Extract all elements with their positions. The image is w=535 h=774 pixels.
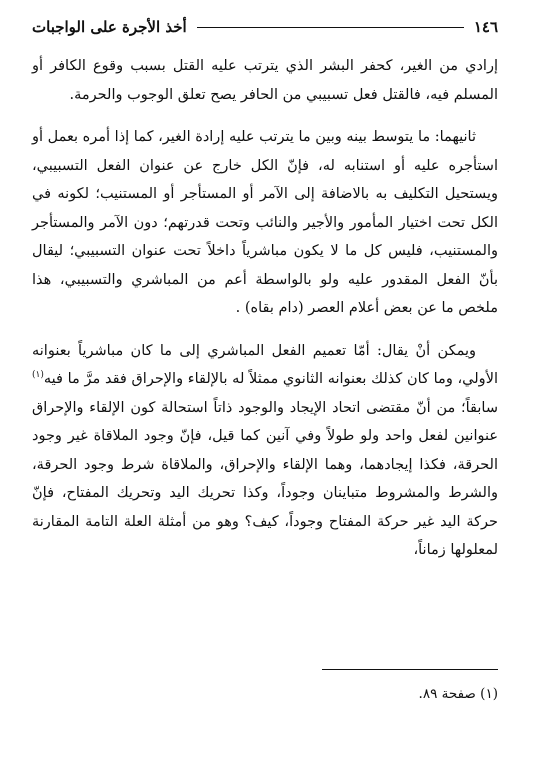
footnote-rule <box>322 669 498 670</box>
page-header <box>32 14 498 40</box>
paragraph-3-part-1: ويمكن أنْ يقال: أمّا تعميم الفعل المباشري إلى ما كان مباشرياً بعنوانه الأولي، وما كان كذلك بعنوانه الثانوي ممثلاً له بالإلقاء والإحراق فقد مرَّ ما فيه <box>32 342 498 387</box>
paragraph-1: إرادي من الغير، كحفر البشر الذي يترتب عليه القتل بسبب وقوع الكافر أو المسلم فيه، فالقتل فعل تسبيبي من الحافر يصح تعلق الوجوب والحرمة. <box>32 58 498 103</box>
paragraph-2: ثانيهما: ما يتوسط بينه وبين ما يترتب عليه إرادة الغير، كما إذا أمره بعمل أو استأجره عليه أو استنابه له، فإنّ الكل خارج عن عنوان الفعل التسبيبي، ويستحيل التكليف به بالاضافة إلى الآمر أو المستأجر أو المستنيب؛ لكونه في الكل تحت اختيار المأمور والأجير والنائب وتحت قدرتهم؛ دون الآمر والمستأجر والمستنيب، فليس كل ما لا يكون مباشرياً داخلاً تحت عنوان التسبيبي؛ ليقال بأنّ الفعل المقدور عليه ولو بالواسطة أعم من المباشري والتسبيبي، هذا ملخص ما عن بعض أعلام العصر (دام بقاه) . <box>32 129 498 316</box>
footnote-reference: (١) <box>32 370 44 381</box>
header-rule <box>197 27 464 28</box>
running-title: أخذ الأجرة على الواجبات <box>32 18 187 36</box>
page-number: ١٤٦ <box>473 18 498 36</box>
paragraph-gap <box>32 323 498 337</box>
body-text <box>32 52 498 565</box>
footnote: (١) صفحة ٨٩. <box>418 686 498 702</box>
paragraph-3 <box>32 337 498 565</box>
paragraph-gap <box>32 109 498 123</box>
paragraph-3-part-2: سابقاً؛ من أنّ مقتضى اتحاد الإيجاد والوجود ذاتاً استحالة كون الإلقاء والإحراق عنوانين لفعل واحد ولو طولاً وفي آنين كما قيل، فإنّ وجود الملاقاة غير وجود الحرقة، فكذا إيجادهما، وهما الإلقاء والإحراق، والملاقاة شرط وجود الحرقة، والشرط والمشروط متباينان وجوداً، وكذا تحريك اليد وتحريك المفتاح، فإنّ حركة اليد غير حركة المفتاح وجوداً، كيف؟ وهو من أمثلة العلة التامة المقارنة لمعلولها زماناً، <box>32 399 498 558</box>
